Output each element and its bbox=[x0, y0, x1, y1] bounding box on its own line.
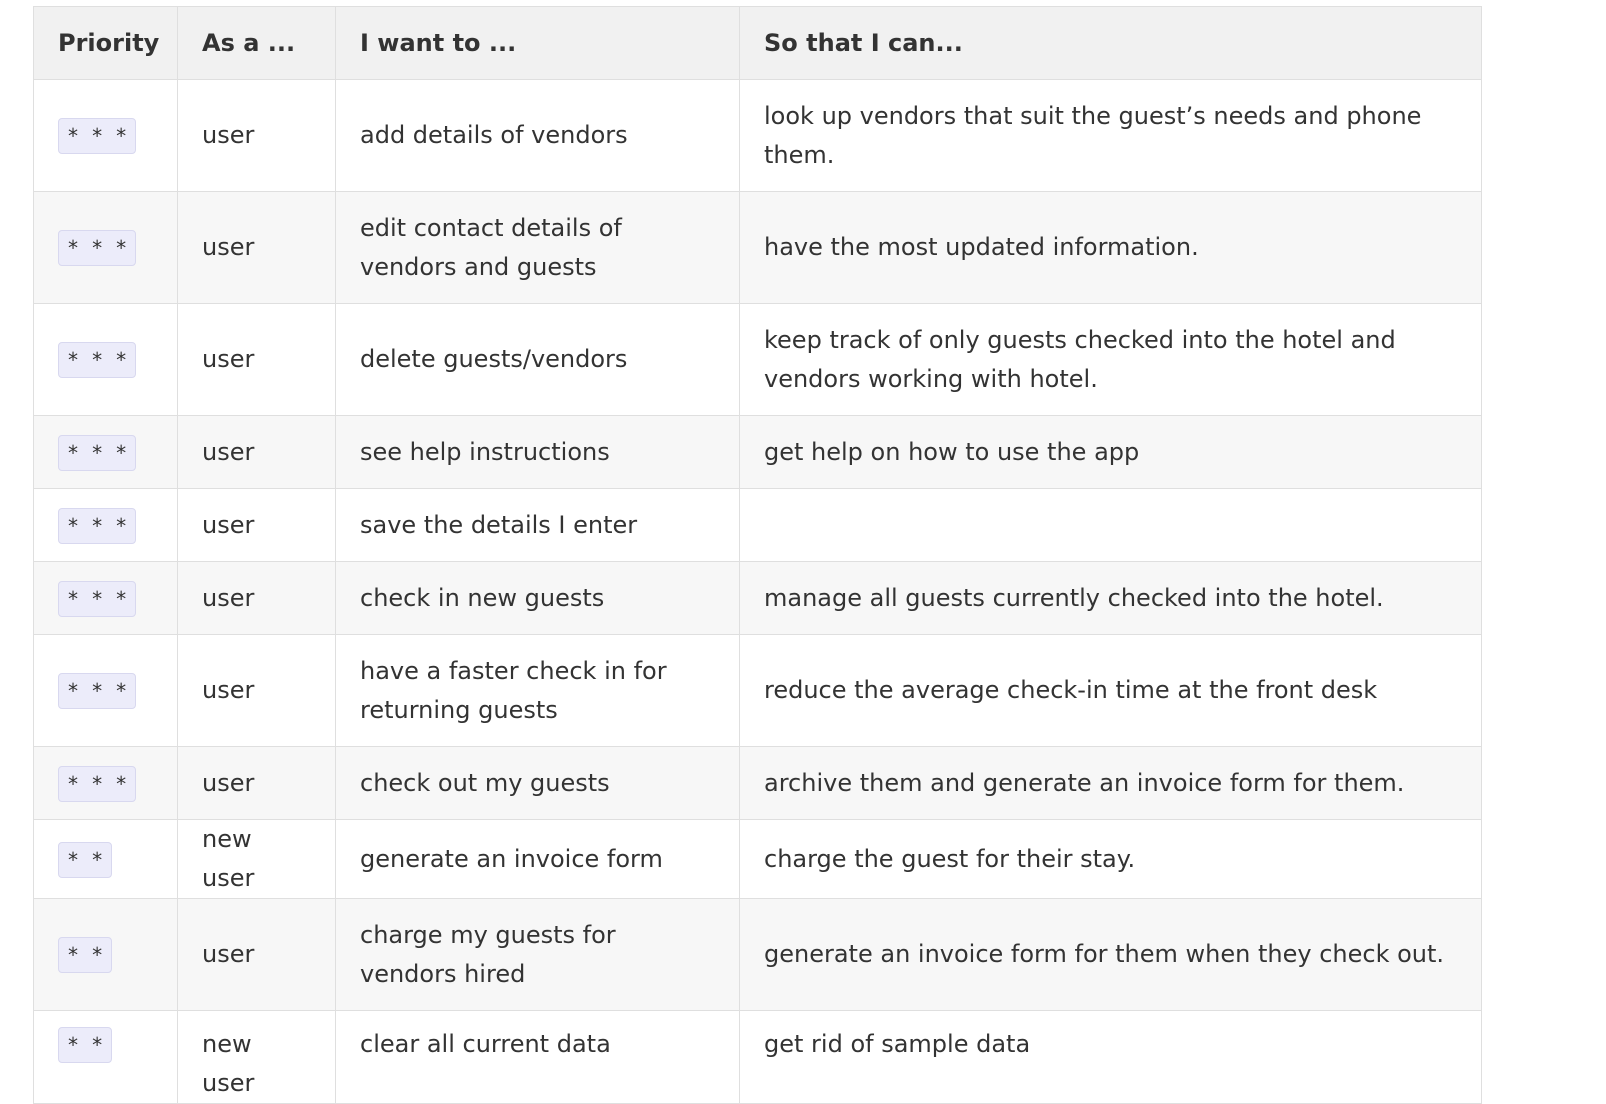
header-so-that-i-can: So that I can... bbox=[740, 7, 1482, 80]
want-cell: have a faster check in for returning guests bbox=[336, 635, 740, 747]
table-row bbox=[34, 747, 1482, 820]
role-cell: new user bbox=[178, 1011, 336, 1104]
role-cell: user bbox=[178, 562, 336, 635]
user-stories-table-container bbox=[33, 6, 1482, 1104]
table-row bbox=[34, 635, 1482, 747]
want-cell: see help instructions bbox=[336, 416, 740, 489]
priority-badge: * * * bbox=[58, 581, 136, 617]
priority-badge: * * * bbox=[58, 673, 136, 709]
want-cell: delete guests/vendors bbox=[336, 304, 740, 416]
table-row bbox=[34, 192, 1482, 304]
role-cell: user bbox=[178, 80, 336, 192]
table-row bbox=[34, 304, 1482, 416]
table-header-row bbox=[34, 7, 1482, 80]
benefit-cell: reduce the average check-in time at the front desk bbox=[740, 635, 1482, 747]
priority-badge: * * * bbox=[58, 435, 136, 471]
priority-cell bbox=[34, 489, 178, 562]
priority-cell bbox=[34, 416, 178, 489]
priority-badge: * * * bbox=[58, 508, 136, 544]
priority-cell bbox=[34, 1011, 178, 1104]
want-cell: edit contact details of vendors and guests bbox=[336, 192, 740, 304]
priority-badge: * * bbox=[58, 937, 112, 973]
role-cell: user bbox=[178, 899, 336, 1011]
benefit-cell: archive them and generate an invoice form for them. bbox=[740, 747, 1482, 820]
want-cell: check out my guests bbox=[336, 747, 740, 820]
want-cell: check in new guests bbox=[336, 562, 740, 635]
role-cell: user bbox=[178, 489, 336, 562]
priority-badge: * * * bbox=[58, 118, 136, 154]
benefit-cell: keep track of only guests checked into the hotel and vendors working with hotel. bbox=[740, 304, 1482, 416]
benefit-cell: get rid of sample data bbox=[740, 1011, 1482, 1104]
priority-badge: * * * bbox=[58, 230, 136, 266]
benefit-cell bbox=[740, 489, 1482, 562]
benefit-cell: manage all guests currently checked into the hotel. bbox=[740, 562, 1482, 635]
header-i-want-to: I want to ... bbox=[336, 7, 740, 80]
benefit-cell: look up vendors that suit the guest’s needs and phone them. bbox=[740, 80, 1482, 192]
role-cell: user bbox=[178, 416, 336, 489]
role-cell: user bbox=[178, 192, 336, 304]
table-row bbox=[34, 899, 1482, 1011]
table-row bbox=[34, 820, 1482, 899]
benefit-cell: have the most updated information. bbox=[740, 192, 1482, 304]
priority-cell bbox=[34, 562, 178, 635]
role-cell: new user bbox=[178, 820, 336, 899]
priority-cell bbox=[34, 635, 178, 747]
want-cell: add details of vendors bbox=[336, 80, 740, 192]
priority-cell bbox=[34, 899, 178, 1011]
role-cell: user bbox=[178, 747, 336, 820]
header-priority: Priority bbox=[34, 7, 178, 80]
want-cell: save the details I enter bbox=[336, 489, 740, 562]
table-row bbox=[34, 416, 1482, 489]
priority-badge: * * bbox=[58, 842, 112, 878]
want-cell: clear all current data bbox=[336, 1011, 740, 1104]
role-cell: user bbox=[178, 635, 336, 747]
user-stories-table bbox=[33, 6, 1482, 1104]
want-cell: generate an invoice form bbox=[336, 820, 740, 899]
want-cell: charge my guests for vendors hired bbox=[336, 899, 740, 1011]
priority-cell bbox=[34, 192, 178, 304]
priority-badge: * * * bbox=[58, 342, 136, 378]
priority-cell bbox=[34, 304, 178, 416]
priority-cell bbox=[34, 80, 178, 192]
priority-badge: * * bbox=[58, 1027, 112, 1063]
role-cell: user bbox=[178, 304, 336, 416]
table-row bbox=[34, 80, 1482, 192]
priority-cell bbox=[34, 820, 178, 899]
table-row bbox=[34, 562, 1482, 635]
header-as-a: As a ... bbox=[178, 7, 336, 80]
table-row bbox=[34, 489, 1482, 562]
priority-cell bbox=[34, 747, 178, 820]
benefit-cell: generate an invoice form for them when they check out. bbox=[740, 899, 1482, 1011]
table-row bbox=[34, 1011, 1482, 1104]
benefit-cell: charge the guest for their stay. bbox=[740, 820, 1482, 899]
priority-badge: * * * bbox=[58, 766, 136, 802]
benefit-cell: get help on how to use the app bbox=[740, 416, 1482, 489]
